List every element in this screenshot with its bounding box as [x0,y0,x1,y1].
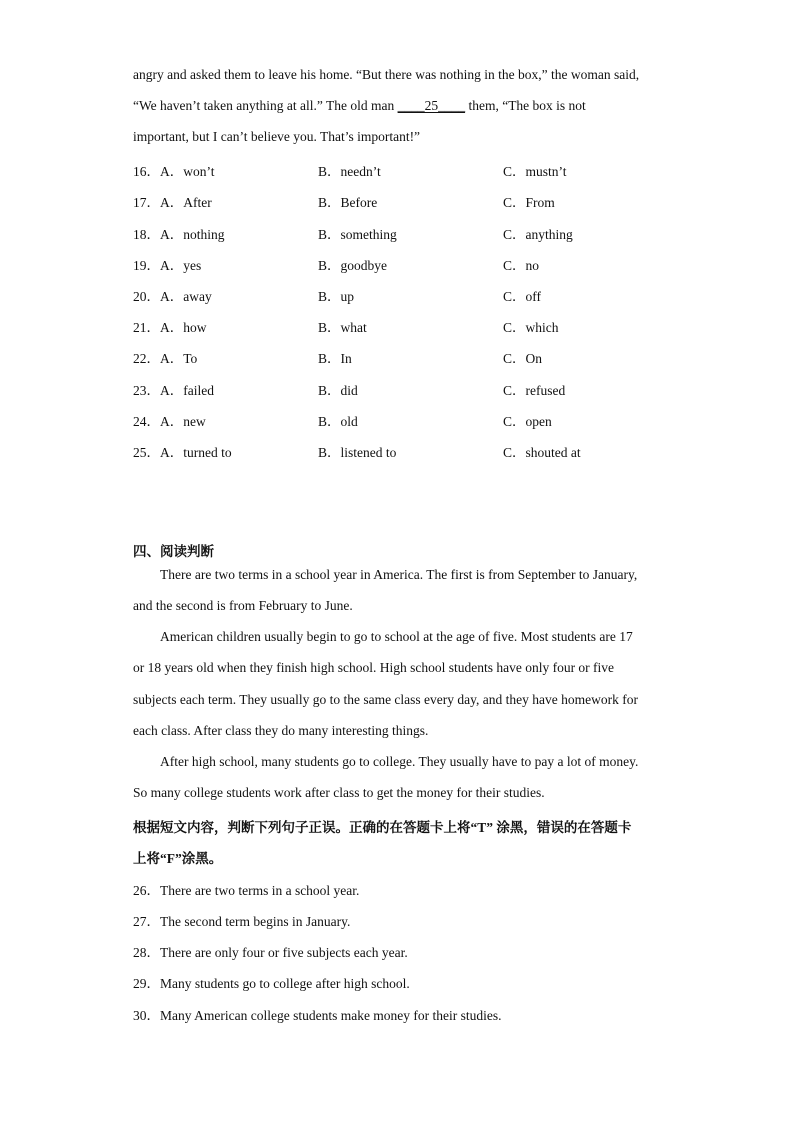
q22-option-a[interactable]: 22．A．To [133,351,198,366]
q22-option-b[interactable]: B．In [318,351,352,366]
instruction-line-2: 上将“F”涂黑。 [133,851,223,866]
instruction-line-1: 根据短文内容，判断下列句子正误。正确的在答题卡上将“T” 涂黑，错误的在答题卡 [133,820,632,835]
q19-option-c[interactable]: C．no [503,258,540,273]
statement-27[interactable]: 27．The second term begins in January. [133,914,351,929]
q20-option-b[interactable]: B．up [318,289,355,304]
q18-option-c[interactable]: C．anything [503,227,573,242]
q24-option-b[interactable]: B．old [318,414,358,429]
q22-option-c[interactable]: C．On [503,351,543,366]
q17-option-c[interactable]: C．From [503,195,555,210]
q17-option-b[interactable]: B．Before [318,195,378,210]
reading-p1-line-2: and the second is from February to June. [133,598,353,613]
q19-option-a[interactable]: 19．A．yes [133,258,202,273]
q16-option-c[interactable]: C．mustn’t [503,164,567,179]
q20-option-c[interactable]: C．off [503,289,542,304]
q21-option-b[interactable]: B．what [318,320,367,335]
reading-p2-line-2: or 18 years old when they finish high school. High school students have only four or five [133,660,615,675]
q18-option-b[interactable]: B．something [318,227,397,242]
question-18 [133,223,673,243]
question-25 [133,441,673,461]
statement-30[interactable]: 30．Many American college students make money for their studies. [133,1008,502,1023]
passage-line-2-before: “We haven’t taken anything at all.” The old man [133,98,398,113]
question-24 [133,410,673,430]
q23-option-c[interactable]: C．refused [503,383,566,398]
reading-p2-line-3: subjects each term. They usually go to the same class every day, and they have homework for [133,692,638,707]
q17-option-a[interactable]: 17．A．After [133,195,212,210]
question-20 [133,285,673,305]
q18-option-a[interactable]: 18．A．nothing [133,227,225,242]
blank-25[interactable]: ____25____ [397,98,466,113]
statement-26[interactable]: 26．There are two terms in a school year. [133,883,360,898]
passage-line-3: important, but I can’t believe you. That’s important!” [133,129,421,144]
q21-option-c[interactable]: C．which [503,320,559,335]
question-23 [133,379,673,399]
q24-option-a[interactable]: 24．A．new [133,414,206,429]
question-17 [133,191,673,211]
q23-option-a[interactable]: 23．A．failed [133,383,214,398]
q16-option-b[interactable]: B．needn’t [318,164,381,179]
q19-option-b[interactable]: B．goodbye [318,258,387,273]
reading-p2-line-4: each class. After class they do many interesting things. [133,723,429,738]
statement-28[interactable]: 28．There are only four or five subjects each year. [133,945,408,960]
section-4-heading: 四、阅读判断 [133,544,214,559]
passage-line-1: angry and asked them to leave his home. “But there was nothing in the box,” the woman said, [133,67,640,82]
q25-option-a[interactable]: 25．A．turned to [133,445,232,460]
q16-option-a[interactable]: 16．A．won’t [133,164,215,179]
q25-option-b[interactable]: B．listened to [318,445,397,460]
reading-p2-line-1: American children usually begin to go to school at the age of five. Most students are 17 [160,629,633,644]
q23-option-b[interactable]: B．did [318,383,358,398]
question-21 [133,316,673,336]
statement-29[interactable]: 29．Many students go to college after high school. [133,976,410,991]
question-22 [133,347,673,367]
reading-p3-line-1: After high school, many students go to college. They usually have to pay a lot of money. [160,754,639,769]
q25-option-c[interactable]: C．shouted at [503,445,581,460]
passage-line-2 [133,98,586,114]
question-16 [133,160,673,180]
q20-option-a[interactable]: 20．A．away [133,289,212,304]
q21-option-a[interactable]: 21．A．how [133,320,207,335]
question-19 [133,254,673,274]
passage-line-2-after: them, “The box is not [465,98,586,113]
reading-p3-line-2: So many college students work after class to get the money for their studies. [133,785,545,800]
reading-p1-line-1: There are two terms in a school year in America. The first is from September to January, [160,567,638,582]
q24-option-c[interactable]: C．open [503,414,552,429]
